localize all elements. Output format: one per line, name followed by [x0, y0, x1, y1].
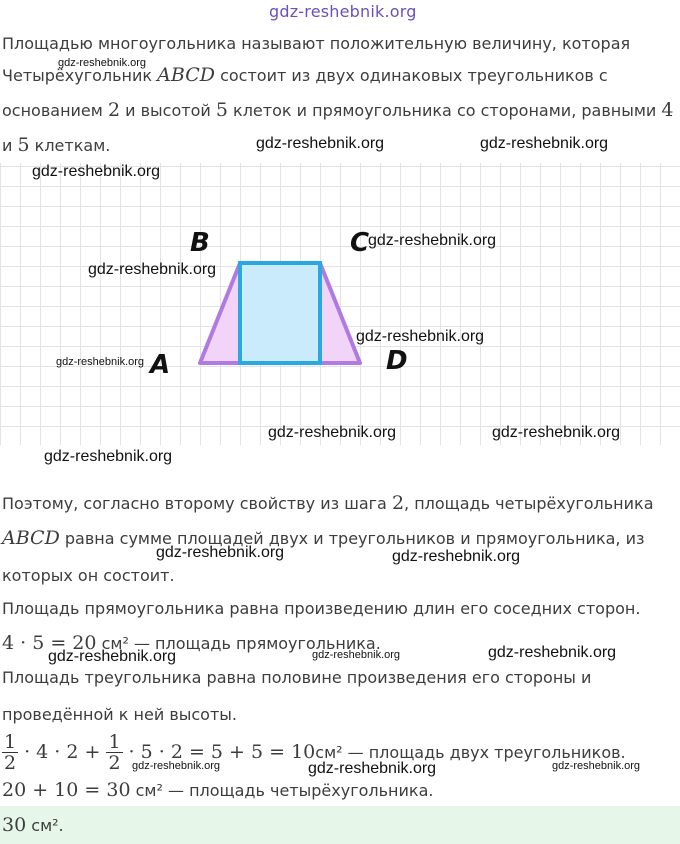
watermark: gdz-reshebnik.org: [268, 424, 397, 441]
text-segment: см².: [26, 816, 64, 835]
vertex-label-c: C: [350, 228, 370, 258]
math-number: 2: [107, 99, 121, 121]
watermark: gdz-reshebnik.org: [44, 448, 173, 465]
text-segment: Поэтому, согласно второму свойству из шага: [2, 494, 392, 513]
watermark-top: gdz-reshebnik.org: [269, 2, 417, 21]
triangle-right: [320, 263, 360, 363]
watermark: gdz-reshebnik.org: [56, 356, 145, 368]
paragraph-line-1: Площадью многоугольника называют положительную величину, которая: [2, 34, 631, 53]
watermark: gdz-reshebnik.org: [156, 544, 285, 561]
fraction: [106, 732, 122, 773]
fraction: [2, 732, 18, 773]
watermark: gdz-reshebnik.org: [58, 57, 147, 69]
paragraph-2-line-3: которых он состоит.: [2, 566, 175, 585]
watermark: gdz-reshebnik.org: [312, 649, 401, 661]
text-segment: , площадь четырёхугольника: [404, 494, 654, 513]
math-expression: · 5 · 2 = 5 + 5 = 10: [128, 741, 316, 763]
watermark: gdz-reshebnik.org: [256, 135, 385, 152]
vertex-label-a: A: [150, 350, 171, 380]
fraction-denominator: 2: [4, 751, 17, 774]
watermark: gdz-reshebnik.org: [132, 760, 221, 772]
watermark: gdz-reshebnik.org: [88, 261, 217, 278]
watermark: gdz-reshebnik.org: [308, 760, 437, 777]
watermark: gdz-reshebnik.org: [480, 135, 609, 152]
math-abcd: ABCD: [157, 64, 215, 86]
watermark: gdz-reshebnik.org: [32, 163, 161, 180]
text-segment: см² — площадь прямоугольника.: [96, 634, 381, 653]
paragraph-2-line-2: [2, 527, 645, 549]
answer-box: [0, 806, 680, 844]
text-segment: равна сумме площадей двух и треугольников и прямоугольника, из: [59, 529, 645, 548]
math-expression: 20 + 10 = 30: [2, 779, 131, 801]
text-segment: клеткам.: [29, 136, 111, 155]
watermark: gdz-reshebnik.org: [392, 548, 521, 565]
math-number: 4: [661, 99, 674, 121]
math-expression: · 4 · 2 +: [24, 741, 101, 763]
watermark: gdz-reshebnik.org: [492, 424, 621, 441]
paragraph-4-line-2: проведённой к ней высоты.: [2, 705, 238, 724]
answer-text: [2, 814, 64, 836]
text-segment: Четырёхугольник: [2, 66, 158, 85]
vertex-label-b: B: [190, 228, 210, 258]
watermark: gdz-reshebnik.org: [488, 644, 617, 661]
math-expression: 4 · 5 = 20: [2, 632, 97, 654]
text-segment: состоит из двух одинаковых треугольников с: [214, 66, 608, 85]
text-segment: см² — площадь двух треугольников.: [315, 742, 626, 762]
paragraph-3: Площадь прямоугольника равна произведению длин его соседних сторон.: [2, 599, 641, 618]
watermark: gdz-reshebnik.org: [368, 232, 497, 249]
text-segment: основанием: [2, 101, 108, 120]
text-segment: клеток и прямоугольника со сторонами, равными: [227, 101, 662, 120]
math-expression: 30: [2, 814, 27, 836]
equation-total-area: [2, 779, 433, 801]
watermark: gdz-reshebnik.org: [356, 328, 485, 345]
watermark: gdz-reshebnik.org: [552, 760, 641, 772]
paragraph-4-line-1: Площадь треугольника равна половине произведения его стороны и: [2, 668, 592, 687]
text-segment: и: [2, 136, 18, 155]
text-segment: и высотой: [120, 101, 216, 120]
math-abcd: ABCD: [2, 527, 60, 549]
paragraph-2-line-1: [2, 492, 654, 514]
math-number: 2: [391, 492, 405, 514]
text-segment: см² — площадь четырёхугольника.: [130, 781, 434, 800]
fraction-numerator: 1: [4, 730, 17, 753]
vertex-label-d: D: [386, 346, 408, 376]
rectangle-middle: [240, 263, 320, 363]
fraction-denominator: 2: [108, 751, 121, 774]
math-number: 5: [215, 99, 228, 121]
watermark: gdz-reshebnik.org: [48, 648, 177, 665]
math-number: 5: [17, 134, 30, 156]
fraction-numerator: 1: [108, 730, 121, 753]
